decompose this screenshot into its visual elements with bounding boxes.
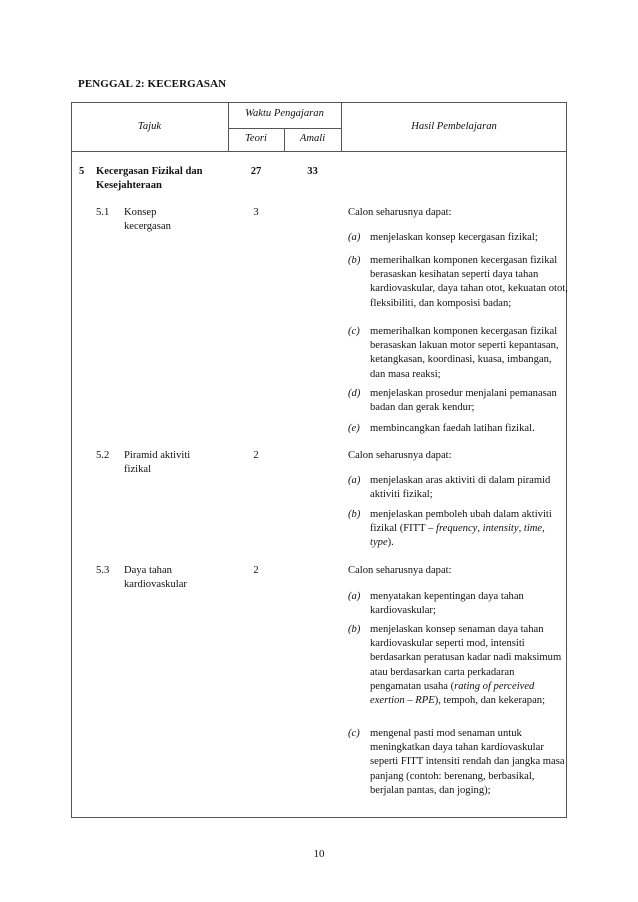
subtopic-5-2-teori: 2 bbox=[253, 450, 259, 461]
outcome-5-2-a bbox=[348, 474, 568, 502]
topic-title-line2: Kesejahteraan bbox=[96, 180, 162, 191]
outcome-5-1-c bbox=[348, 325, 568, 382]
outcome-text: membincangkan faedah latihan fizikal. bbox=[370, 423, 535, 434]
outcome-text-part: menjelaskan pemboleh ubah dalam aktiviti fizikal (FITT – bbox=[370, 509, 552, 535]
subtopic-5-1-teori: 3 bbox=[253, 207, 259, 218]
subtopic-5-1-intro: Calon seharusnya dapat: bbox=[348, 207, 452, 218]
outcome-label: (a) bbox=[348, 232, 361, 243]
subtopic-5-3-title bbox=[124, 564, 224, 592]
outcome-text-part: menjelaskan konsep senaman daya tahan kardiovaskular seperti mod, intensiti berdasarkan peratusan kadar nadi maksimum atau berdasarkan carta perkadaran pengamatan usaha ( bbox=[370, 624, 562, 692]
outcome-text-italic: intensity bbox=[482, 523, 519, 535]
subtopic-5-3-title-line1: Daya tahan bbox=[124, 565, 172, 576]
header-bottom-border bbox=[71, 151, 567, 152]
subtopic-5-1-title-line2: kecergasan bbox=[124, 221, 171, 232]
topic-title bbox=[96, 165, 231, 193]
outcome-5-3-c bbox=[348, 727, 568, 798]
outcome-text-italic: type bbox=[370, 537, 388, 549]
outcome-label: (a) bbox=[348, 591, 361, 602]
topic-title-line1: Kecergasan Fizikal dan bbox=[96, 166, 203, 177]
header-tajuk: Tajuk bbox=[137, 121, 162, 132]
subtopic-5-3-teori: 2 bbox=[253, 565, 259, 576]
subtopic-5-3-title-line2: kardiovaskular bbox=[124, 579, 187, 590]
subtopic-5-2-number: 5.2 bbox=[96, 450, 110, 461]
outcome-5-1-e bbox=[348, 422, 568, 436]
outcome-text-italic: time bbox=[523, 523, 543, 535]
outcome-5-1-d bbox=[348, 387, 568, 415]
outcome-text: menjelaskan prosedur menjalani pemanasan badan dan gerak kendur; bbox=[370, 388, 557, 414]
outcome-label: (c) bbox=[348, 326, 360, 337]
outcome-label: (d) bbox=[348, 388, 361, 399]
outcome-text-part: , bbox=[542, 523, 545, 535]
outcome-text: menjelaskan konsep kecergasan fizikal; bbox=[370, 232, 538, 243]
header-amali: Amali bbox=[299, 133, 326, 144]
topic-amali: 33 bbox=[307, 166, 318, 177]
outcome-label: (b) bbox=[348, 509, 361, 520]
topic-teori: 27 bbox=[250, 166, 262, 177]
outcome-label: (e) bbox=[348, 423, 360, 434]
outcome-label: (c) bbox=[348, 728, 360, 739]
section-title: PENGGAL 2: KECERGASAN bbox=[78, 78, 227, 90]
outcome-text-italic: frequency bbox=[436, 523, 478, 535]
outcome-5-2-b bbox=[348, 508, 568, 551]
subtopic-5-2-title-line2: fizikal bbox=[124, 464, 152, 475]
outcome-5-3-a bbox=[348, 590, 568, 618]
topic-number: 5 bbox=[79, 166, 85, 177]
subtopic-5-2-title-line1: Piramid aktiviti bbox=[124, 450, 191, 461]
outcome-text bbox=[370, 508, 568, 551]
outcome-text: memerihalkan komponen kecergasan fizikal berasaskan lakuan motor seperti kepantasan, ketangkasan, koordinasi, kuasa, imbangan, dan masa reaksi; bbox=[370, 326, 559, 380]
subtopic-5-2-intro: Calon seharusnya dapat: bbox=[348, 450, 452, 461]
subtopic-5-1-title-line1: Konsep bbox=[124, 207, 157, 218]
outcome-text: mengenal pasti mod senaman untuk meningkatkan daya tahan kardiovaskular seperti FITT intensiti rendah dan jangka masa panjang (contoh: berenang, berbasikal, berjalan pantas, dan joging); bbox=[370, 728, 565, 796]
outcome-label: (a) bbox=[348, 475, 361, 486]
outcome-text: menyatakan kepentingan daya tahan kardiovaskular; bbox=[370, 591, 524, 617]
subtopic-5-2-title bbox=[124, 449, 224, 477]
outcome-text: memerihalkan komponen kecergasan fizikal berasaskan kesihatan seperti daya tahan kardiovaskular, daya tahan otot, kekuatan otot, fleksibiliti, dan komposisi badan; bbox=[370, 255, 568, 309]
header-waktu: Waktu Pengajaran bbox=[245, 108, 324, 119]
outcome-text: menjelaskan aras aktiviti di dalam piramid aktiviti fizikal; bbox=[370, 475, 551, 501]
outcome-5-1-a bbox=[348, 231, 568, 245]
header-teori: Teori bbox=[245, 133, 267, 144]
outcome-text-part: ), tempoh, dan kekerapan; bbox=[434, 695, 546, 707]
outcome-5-1-b bbox=[348, 254, 568, 311]
header-hasil: Hasil Pembelajaran bbox=[411, 121, 497, 132]
outcome-text-part: ). bbox=[387, 537, 394, 549]
outcome-label: (b) bbox=[348, 255, 361, 266]
outcome-text-part: , bbox=[477, 523, 483, 535]
outcome-text bbox=[370, 623, 568, 708]
subtopic-5-1-title bbox=[124, 206, 224, 234]
subtopic-5-1-number: 5.1 bbox=[96, 207, 110, 218]
subtopic-5-3-intro: Calon seharusnya dapat: bbox=[348, 565, 452, 576]
outcome-text-italic: rating of perceived exertion – RPE bbox=[370, 680, 535, 707]
subtopic-5-3-number: 5.3 bbox=[96, 565, 110, 576]
outcome-label: (b) bbox=[348, 624, 361, 635]
page-number: 10 bbox=[313, 848, 325, 860]
outcome-text-part: , bbox=[518, 523, 524, 535]
outcome-5-3-b bbox=[348, 623, 568, 708]
